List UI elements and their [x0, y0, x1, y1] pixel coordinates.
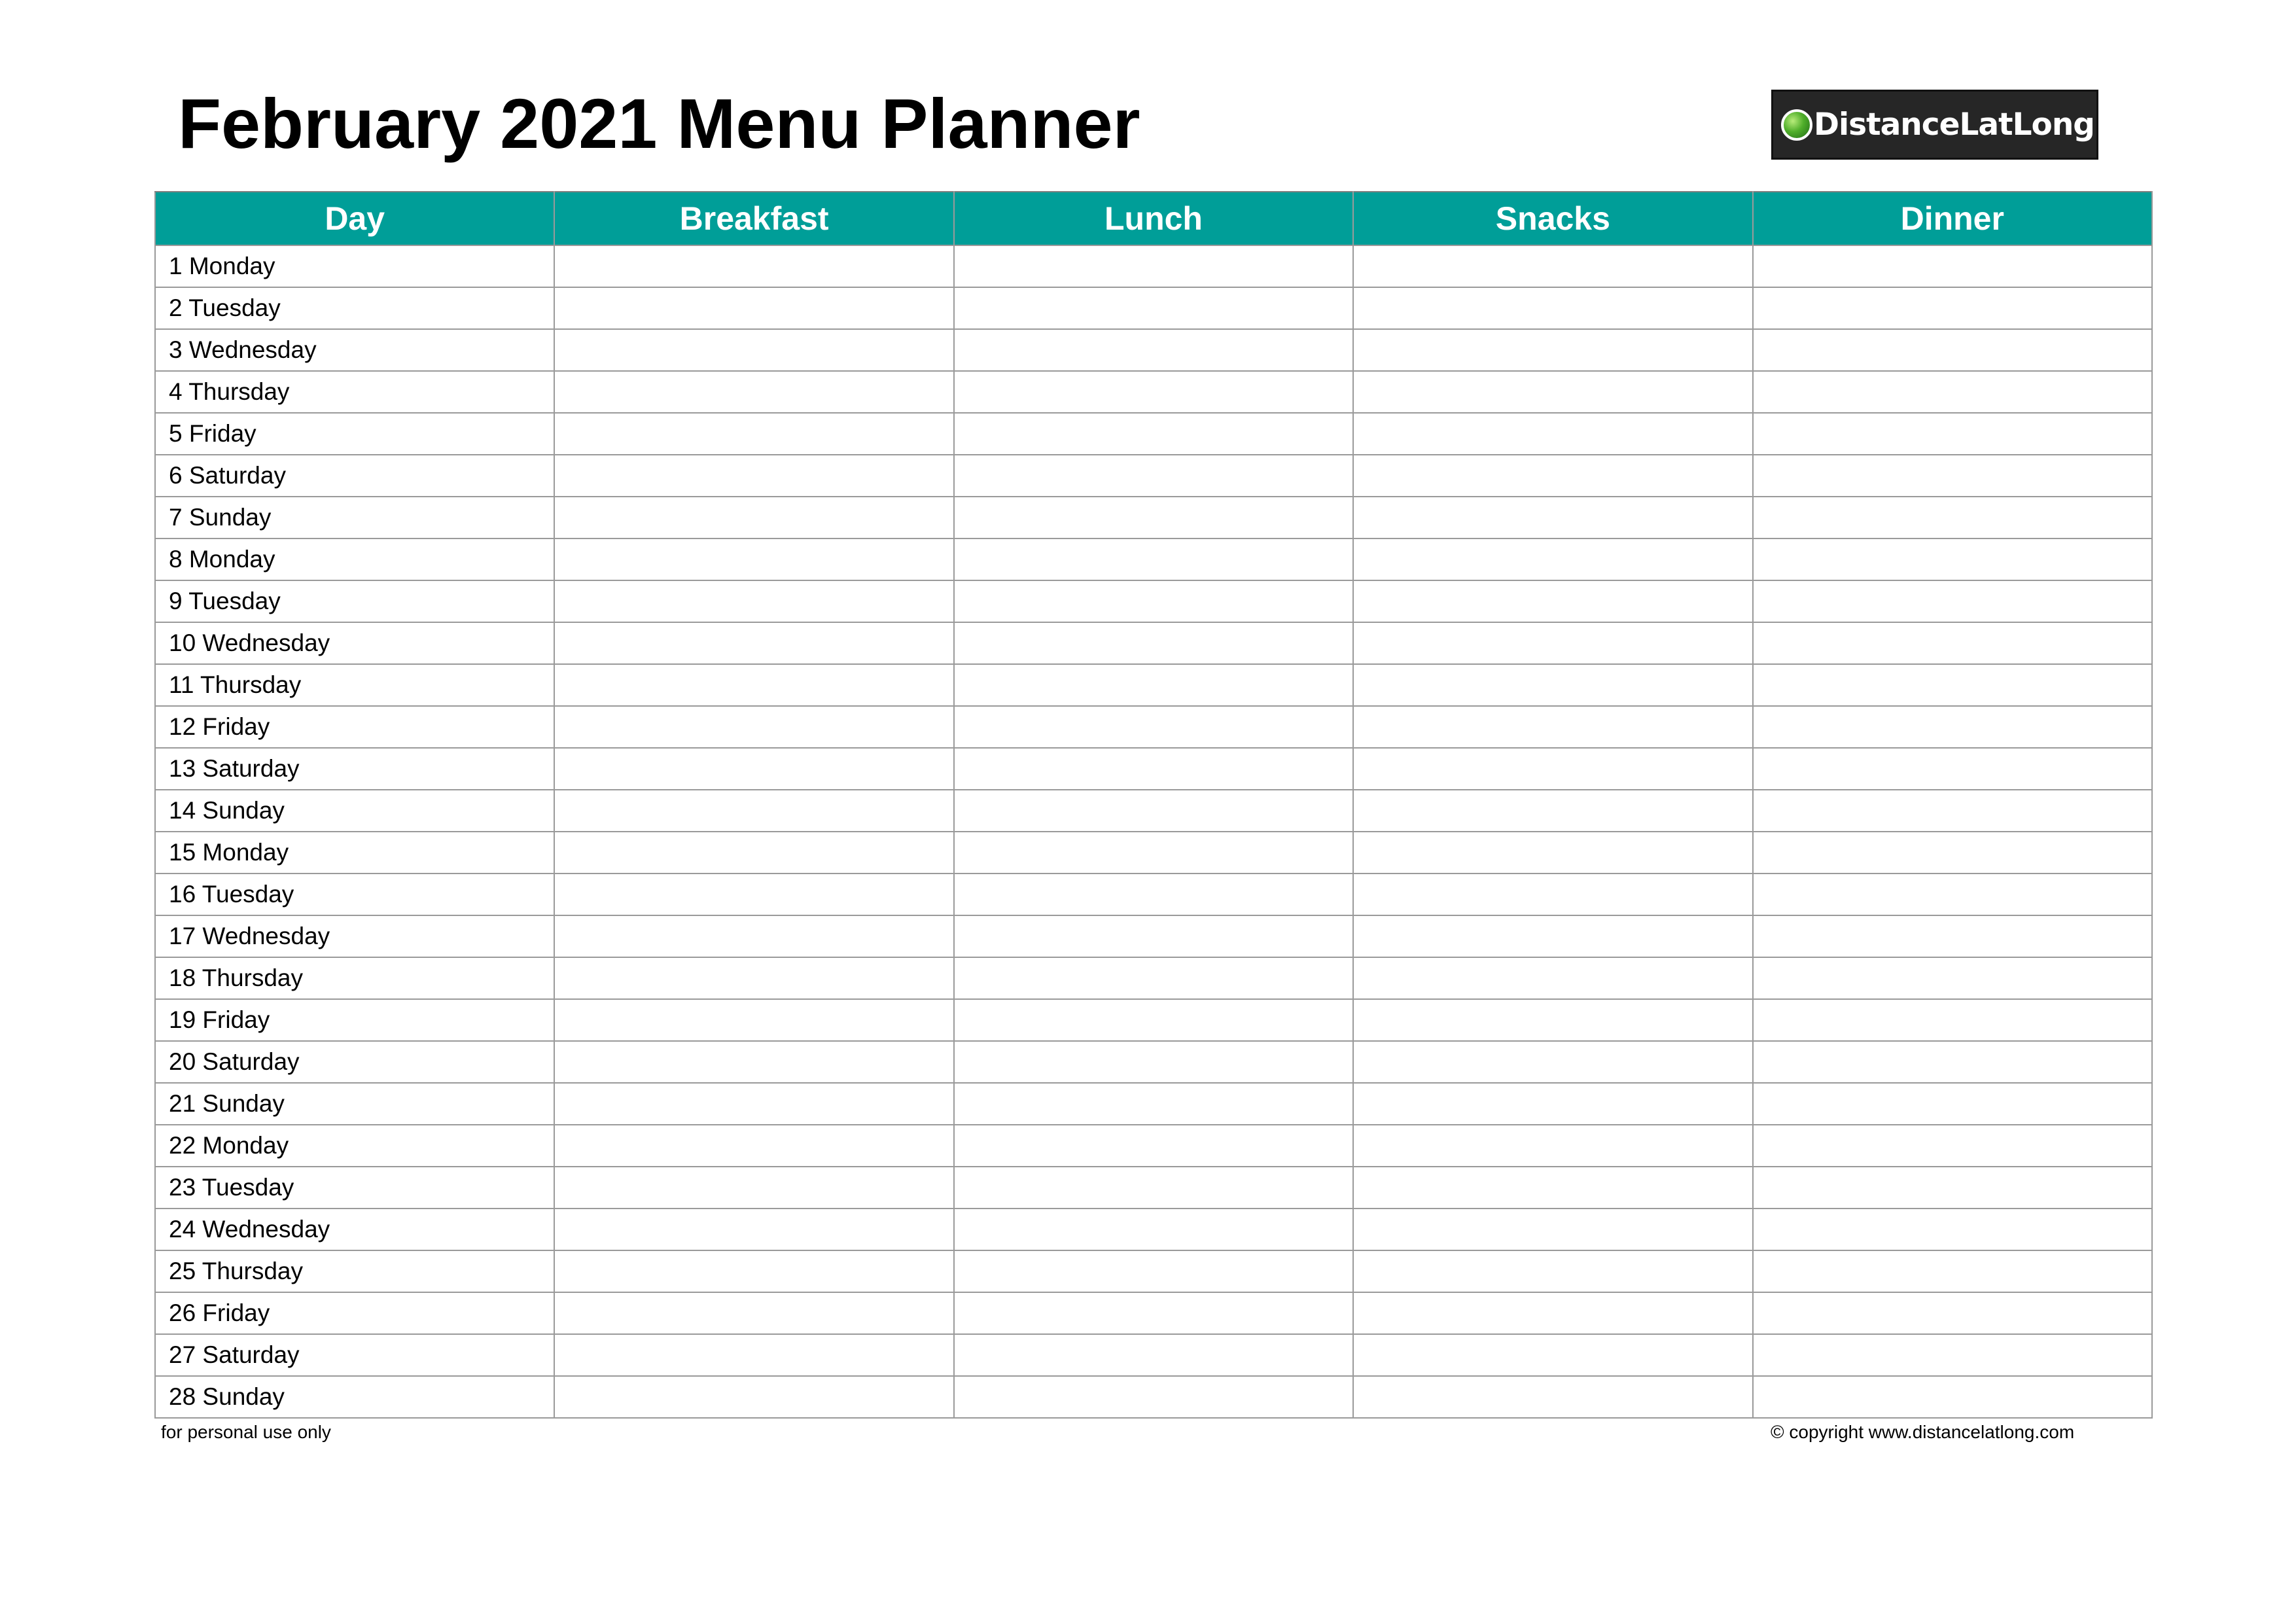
snacks-cell[interactable]: [1353, 622, 1752, 664]
breakfast-cell[interactable]: [554, 832, 953, 874]
dinner-cell[interactable]: [1753, 580, 2152, 622]
lunch-cell[interactable]: [954, 748, 1353, 790]
lunch-cell[interactable]: [954, 580, 1353, 622]
table-row: [155, 455, 2152, 497]
breakfast-cell[interactable]: [554, 874, 953, 915]
lunch-cell[interactable]: [954, 622, 1353, 664]
column-header-day: Day: [155, 192, 554, 245]
snacks-cell[interactable]: [1353, 748, 1752, 790]
dinner-cell[interactable]: [1753, 957, 2152, 999]
lunch-cell[interactable]: [954, 915, 1353, 957]
day-cell: 17 Wednesday: [155, 915, 554, 957]
breakfast-cell[interactable]: [554, 999, 953, 1041]
snacks-cell[interactable]: [1353, 1250, 1752, 1292]
dinner-cell[interactable]: [1753, 1292, 2152, 1334]
lunch-cell[interactable]: [954, 999, 1353, 1041]
dinner-cell[interactable]: [1753, 371, 2152, 413]
table-row: [155, 832, 2152, 874]
day-cell: 24 Wednesday: [155, 1209, 554, 1250]
snacks-cell[interactable]: [1353, 1041, 1752, 1083]
dinner-cell[interactable]: [1753, 915, 2152, 957]
table-row: [155, 580, 2152, 622]
breakfast-cell[interactable]: [554, 622, 953, 664]
day-cell: 13 Saturday: [155, 748, 554, 790]
logo: [1771, 90, 2098, 160]
snacks-cell[interactable]: [1353, 580, 1752, 622]
dinner-cell[interactable]: [1753, 413, 2152, 455]
breakfast-cell[interactable]: [554, 287, 953, 329]
breakfast-cell[interactable]: [554, 580, 953, 622]
table-row: [155, 1041, 2152, 1083]
lunch-cell[interactable]: [954, 1250, 1353, 1292]
table-row: [155, 287, 2152, 329]
snacks-cell[interactable]: [1353, 287, 1752, 329]
table-body: [155, 245, 2152, 1418]
breakfast-cell[interactable]: [554, 1125, 953, 1167]
dinner-cell[interactable]: [1753, 748, 2152, 790]
dinner-cell[interactable]: [1753, 874, 2152, 915]
day-cell: 4 Thursday: [155, 371, 554, 413]
dinner-cell[interactable]: [1753, 1334, 2152, 1376]
dinner-cell[interactable]: [1753, 497, 2152, 538]
day-cell: 28 Sunday: [155, 1376, 554, 1418]
day-cell: 16 Tuesday: [155, 874, 554, 915]
dinner-cell[interactable]: [1753, 1167, 2152, 1209]
snacks-cell[interactable]: [1353, 538, 1752, 580]
lunch-cell[interactable]: [954, 706, 1353, 748]
day-cell: 18 Thursday: [155, 957, 554, 999]
lunch-cell[interactable]: [954, 455, 1353, 497]
lunch-cell[interactable]: [954, 1292, 1353, 1334]
day-cell: 25 Thursday: [155, 1250, 554, 1292]
lunch-cell[interactable]: [954, 371, 1353, 413]
breakfast-cell[interactable]: [554, 1083, 953, 1125]
dinner-cell[interactable]: [1753, 999, 2152, 1041]
breakfast-cell[interactable]: [554, 664, 953, 706]
breakfast-cell[interactable]: [554, 915, 953, 957]
lunch-cell[interactable]: [954, 287, 1353, 329]
breakfast-cell[interactable]: [554, 748, 953, 790]
column-header-snacks: Snacks: [1353, 192, 1752, 245]
snacks-cell[interactable]: [1353, 1209, 1752, 1250]
breakfast-cell[interactable]: [554, 1250, 953, 1292]
table-row: [155, 1209, 2152, 1250]
day-cell: 2 Tuesday: [155, 287, 554, 329]
dinner-cell[interactable]: [1753, 1125, 2152, 1167]
snacks-cell[interactable]: [1353, 1167, 1752, 1209]
table-row: [155, 915, 2152, 957]
day-cell: 21 Sunday: [155, 1083, 554, 1125]
table-row: [155, 664, 2152, 706]
snacks-cell[interactable]: [1353, 413, 1752, 455]
lunch-cell[interactable]: [954, 413, 1353, 455]
lunch-cell[interactable]: [954, 957, 1353, 999]
footer-note: for personal use only: [161, 1422, 331, 1442]
table-row: [155, 706, 2152, 748]
snacks-cell[interactable]: [1353, 497, 1752, 538]
table-row: [155, 1125, 2152, 1167]
breakfast-cell[interactable]: [554, 497, 953, 538]
dinner-cell[interactable]: [1753, 1250, 2152, 1292]
day-cell: 8 Monday: [155, 538, 554, 580]
breakfast-cell[interactable]: [554, 1041, 953, 1083]
breakfast-cell[interactable]: [554, 1334, 953, 1376]
dinner-cell[interactable]: [1753, 664, 2152, 706]
dinner-cell[interactable]: [1753, 329, 2152, 371]
column-header-dinner: Dinner: [1753, 192, 2152, 245]
table-row: [155, 1376, 2152, 1418]
column-header-lunch: Lunch: [954, 192, 1353, 245]
day-cell: 27 Saturday: [155, 1334, 554, 1376]
day-cell: 26 Friday: [155, 1292, 554, 1334]
table-row: [155, 1167, 2152, 1209]
breakfast-cell[interactable]: [554, 538, 953, 580]
snacks-cell[interactable]: [1353, 245, 1752, 287]
day-cell: 12 Friday: [155, 706, 554, 748]
table-row: [155, 748, 2152, 790]
lunch-cell[interactable]: [954, 664, 1353, 706]
lunch-cell[interactable]: [954, 1376, 1353, 1418]
table-row: [155, 1292, 2152, 1334]
day-cell: 11 Thursday: [155, 664, 554, 706]
breakfast-cell[interactable]: [554, 957, 953, 999]
table-header-row: [155, 192, 2152, 245]
dinner-cell[interactable]: [1753, 245, 2152, 287]
table-row: [155, 1083, 2152, 1125]
snacks-cell[interactable]: [1353, 371, 1752, 413]
day-cell: 9 Tuesday: [155, 580, 554, 622]
day-cell: 19 Friday: [155, 999, 554, 1041]
day-cell: 23 Tuesday: [155, 1167, 554, 1209]
snacks-cell[interactable]: [1353, 790, 1752, 832]
footer-copyright: © copyright www.distancelatlong.com: [1771, 1422, 2075, 1442]
snacks-cell[interactable]: [1353, 957, 1752, 999]
day-cell: 14 Sunday: [155, 790, 554, 832]
snacks-cell[interactable]: [1353, 329, 1752, 371]
breakfast-cell[interactable]: [554, 245, 953, 287]
table-row: [155, 957, 2152, 999]
dinner-cell[interactable]: [1753, 706, 2152, 748]
day-cell: 15 Monday: [155, 832, 554, 874]
lunch-cell[interactable]: [954, 1334, 1353, 1376]
day-cell: 10 Wednesday: [155, 622, 554, 664]
table-row: [155, 790, 2152, 832]
lunch-cell[interactable]: [954, 1167, 1353, 1209]
lunch-cell[interactable]: [954, 832, 1353, 874]
snacks-cell[interactable]: [1353, 1334, 1752, 1376]
breakfast-cell[interactable]: [554, 1209, 953, 1250]
column-header-breakfast: Breakfast: [554, 192, 953, 245]
day-cell: 22 Monday: [155, 1125, 554, 1167]
snacks-cell[interactable]: [1353, 706, 1752, 748]
snacks-cell[interactable]: [1353, 1083, 1752, 1125]
breakfast-cell[interactable]: [554, 1292, 953, 1334]
dinner-cell[interactable]: [1753, 1209, 2152, 1250]
table-row: [155, 371, 2152, 413]
table-row: [155, 538, 2152, 580]
breakfast-cell[interactable]: [554, 1376, 953, 1418]
dinner-cell[interactable]: [1753, 287, 2152, 329]
logo-text: DistanceLatLong: [1814, 107, 2094, 143]
lunch-cell[interactable]: [954, 538, 1353, 580]
dinner-cell[interactable]: [1753, 455, 2152, 497]
day-cell: 7 Sunday: [155, 497, 554, 538]
lunch-cell[interactable]: [954, 1125, 1353, 1167]
table-row: [155, 874, 2152, 915]
day-cell: 5 Friday: [155, 413, 554, 455]
breakfast-cell[interactable]: [554, 1167, 953, 1209]
dinner-cell[interactable]: [1753, 622, 2152, 664]
snacks-cell[interactable]: [1353, 664, 1752, 706]
lunch-cell[interactable]: [954, 1083, 1353, 1125]
lunch-cell[interactable]: [954, 1041, 1353, 1083]
table-row: [155, 1250, 2152, 1292]
table-row: [155, 622, 2152, 664]
table-row: [155, 999, 2152, 1041]
dinner-cell[interactable]: [1753, 1083, 2152, 1125]
table-row: [155, 497, 2152, 538]
table-row: [155, 329, 2152, 371]
table-row: [155, 245, 2152, 287]
snacks-cell[interactable]: [1353, 455, 1752, 497]
snacks-cell[interactable]: [1353, 999, 1752, 1041]
lunch-cell[interactable]: [954, 497, 1353, 538]
lunch-cell[interactable]: [954, 245, 1353, 287]
day-cell: 6 Saturday: [155, 455, 554, 497]
day-cell: 3 Wednesday: [155, 329, 554, 371]
breakfast-cell[interactable]: [554, 790, 953, 832]
dinner-cell[interactable]: [1753, 790, 2152, 832]
breakfast-cell[interactable]: [554, 413, 953, 455]
snacks-cell[interactable]: [1353, 832, 1752, 874]
dinner-cell[interactable]: [1753, 1041, 2152, 1083]
day-cell: 20 Saturday: [155, 1041, 554, 1083]
day-cell: 1 Monday: [155, 245, 554, 287]
snacks-cell[interactable]: [1353, 1376, 1752, 1418]
globe-icon: [1781, 109, 1812, 141]
breakfast-cell[interactable]: [554, 455, 953, 497]
snacks-cell[interactable]: [1353, 1292, 1752, 1334]
snacks-cell[interactable]: [1353, 874, 1752, 915]
breakfast-cell[interactable]: [554, 371, 953, 413]
snacks-cell[interactable]: [1353, 915, 1752, 957]
breakfast-cell[interactable]: [554, 706, 953, 748]
breakfast-cell[interactable]: [554, 329, 953, 371]
table-row: [155, 1334, 2152, 1376]
lunch-cell[interactable]: [954, 1209, 1353, 1250]
table-row: [155, 413, 2152, 455]
lunch-cell[interactable]: [954, 790, 1353, 832]
dinner-cell[interactable]: [1753, 832, 2152, 874]
lunch-cell[interactable]: [954, 874, 1353, 915]
snacks-cell[interactable]: [1353, 1125, 1752, 1167]
dinner-cell[interactable]: [1753, 1376, 2152, 1418]
page-title: February 2021 Menu Planner: [178, 84, 1140, 163]
menu-planner-table: [154, 191, 2153, 1419]
dinner-cell[interactable]: [1753, 538, 2152, 580]
lunch-cell[interactable]: [954, 329, 1353, 371]
